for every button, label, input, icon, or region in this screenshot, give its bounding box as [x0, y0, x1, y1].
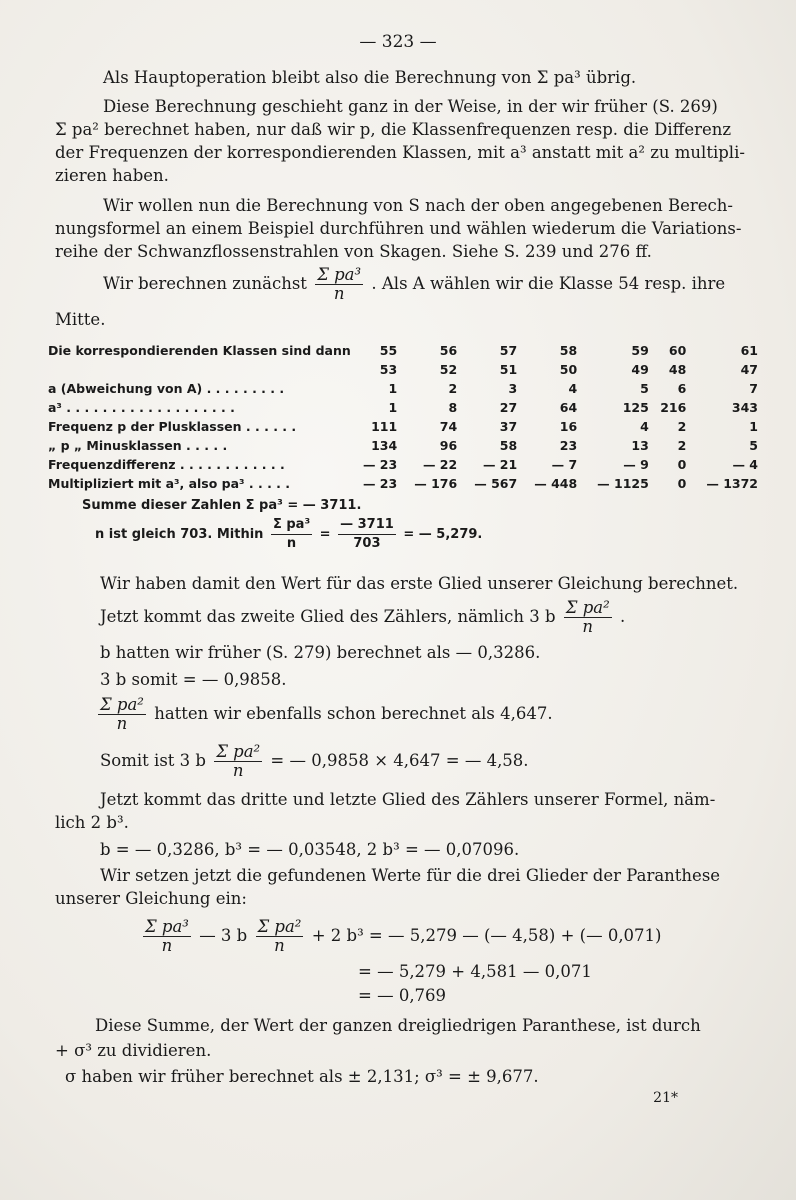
row-label: a (Abweichung von A) . . . . . . . . .: [48, 381, 285, 396]
table-cell: 13: [631, 438, 649, 453]
paragraph-9: [95, 696, 553, 733]
table-cell: — 567: [474, 476, 518, 491]
paragraph-10: [100, 743, 529, 780]
fraction-denominator: n: [333, 284, 345, 303]
fraction-sum-pa2-over-n: [564, 599, 612, 636]
table-cell: 49: [631, 362, 649, 377]
fraction-denominator: n: [582, 617, 594, 636]
table-cell: 52: [439, 362, 458, 377]
fraction-denominator: 703: [353, 536, 381, 551]
table-row: [48, 474, 760, 493]
paragraph-4-line-2: Mitte.: [55, 310, 106, 329]
table-cell: 125: [622, 400, 649, 415]
table-cell: 58: [559, 343, 578, 358]
equation-term-3b: — 3 b: [199, 926, 248, 945]
paragraph-6: [100, 599, 625, 636]
row-label: Frequenzdifferenz . . . . . . . . . . . .: [48, 457, 285, 472]
table-cell: 53: [379, 362, 398, 377]
table-cell: — 23: [362, 457, 398, 472]
paragraph-12: b = — 0,3286, b³ = — 0,03548, 2 b³ = — 0,07096.: [100, 840, 520, 859]
table-cell: 8: [448, 400, 458, 415]
fraction-numerator: Σ pa³: [145, 917, 189, 936]
class-frequency-table: [48, 341, 760, 493]
row-label: „ p „ Minusklassen . . . . .: [48, 438, 228, 453]
table-row: [48, 379, 760, 398]
fraction-denominator: n: [274, 936, 285, 955]
fraction-denominator: n: [116, 714, 128, 733]
table-cell: 23: [559, 438, 578, 453]
table-cell: 0: [677, 476, 687, 491]
row-label: [48, 360, 351, 379]
paragraph-3-line-3: reihe der Schwanzflossenstrahlen von Skagen. Siehe S. 239 und 276 ff.: [55, 242, 652, 261]
table-cell: 134: [371, 438, 398, 453]
table-cell: 1: [749, 419, 758, 434]
equation-line-2: = — 5,279 + 4,581 — 0,071: [358, 962, 592, 981]
fraction-numerator: — 3711: [338, 516, 396, 535]
table-cell: 2: [677, 438, 687, 453]
table-cell: 2: [448, 381, 458, 396]
paragraph-6-period: .: [619, 607, 626, 626]
paragraph-2-line-3: der Frequenzen der korrespondierenden Klassen, mit a³ anstatt mit a² zu multipli-: [55, 143, 745, 162]
table-cell: — 1372: [706, 476, 758, 491]
paragraph-2-line-4: zieren haben.: [55, 166, 169, 185]
table-cell: 57: [499, 343, 518, 358]
table-cell: 111: [371, 419, 398, 434]
paragraph-1: Als Hauptoperation bleibt also die Berechnung von Σ pa³ übrig.: [103, 68, 637, 87]
table-cell: — 448: [534, 476, 578, 491]
fraction-sum-pa3-over-n: [315, 266, 363, 303]
equation-line-3: = — 0,769: [358, 986, 447, 1005]
table-cell: 51: [499, 362, 518, 377]
table-cell: 3: [508, 381, 518, 396]
table-cell: 37: [499, 419, 518, 434]
paragraph-14-line-1: Diese Summe, der Wert der ganzen dreigliedrigen Paranthese, ist durch: [95, 1016, 701, 1035]
n-line-text-b: = — 5,279.: [403, 527, 483, 542]
table-cell: 5: [640, 381, 649, 396]
equation-term-rest: + 2 b³ = — 5,279 — (— 4,58) + (— 0,071): [311, 926, 662, 945]
fraction-numerator: Σ pa³: [271, 516, 312, 535]
table-cell: 2: [677, 419, 687, 434]
table-cell: 48: [668, 362, 687, 377]
table-cell: 47: [740, 362, 758, 377]
n-line-text-a: n ist gleich 703. Mithin: [95, 527, 264, 542]
paragraph-9-text: hatten wir ebenfalls schon berechnet als 4,647.: [154, 704, 553, 723]
paragraph-11-line-1: Jetzt kommt das dritte und letzte Glied des Zählers unserer Formel, näm-: [100, 790, 716, 809]
signature-mark: 21*: [653, 1090, 678, 1106]
fraction-numerator: Σ pa²: [100, 695, 144, 714]
paragraph-10-text-b: = — 0,9858 × 4,647 = — 4,58.: [270, 751, 529, 770]
table-cell: — 9: [623, 457, 649, 472]
row-label: Multipliziert mit a³, also pa³ . . . . .: [48, 476, 291, 491]
table-cell: — 7: [551, 457, 578, 472]
paragraph-14-line-2: + σ³ zu dividieren.: [55, 1041, 212, 1060]
table-cell: 50: [559, 362, 578, 377]
row-label: Die korrespondierenden Klassen sind dann: [48, 343, 351, 358]
paragraph-5: Wir haben damit den Wert für das erste Glied unserer Gleichung berechnet.: [100, 574, 739, 593]
table-cell: 64: [559, 400, 578, 415]
table-cell: 7: [749, 381, 758, 396]
fraction-denominator: n: [232, 761, 244, 780]
n-line: n ist gleich 703. Mithin $\frac{\text{Σ pa³}}{n}$ = $\frac{— 3711}{703}$ = — 5,279.: [95, 517, 483, 551]
table-cell: 56: [439, 343, 458, 358]
table-cell: 58: [499, 438, 518, 453]
fraction-denominator: n: [286, 536, 297, 551]
fraction-sum-pa3-over-n: [143, 918, 191, 955]
table-row: [48, 436, 760, 455]
table-cell: — 1125: [597, 476, 649, 491]
table-row: [48, 341, 760, 360]
paragraph-13-line-2: unserer Gleichung ein:: [55, 889, 247, 908]
table-cell: 216: [660, 400, 687, 415]
equation-line-1: [140, 918, 662, 955]
fraction-numerator: Σ pa²: [565, 598, 610, 617]
table-cell: 96: [439, 438, 458, 453]
table-cell: 59: [631, 343, 649, 358]
table-cell: 1: [388, 381, 398, 396]
table-cell: 27: [499, 400, 518, 415]
table-cell: 60: [668, 343, 687, 358]
table-cell: 61: [740, 343, 758, 358]
table-cell: — 23: [362, 476, 398, 491]
table-body: [48, 341, 760, 493]
table-cell: 74: [439, 419, 458, 434]
table-cell: 343: [731, 400, 758, 415]
table-cell: 6: [677, 381, 687, 396]
paragraph-4-line-1: [103, 266, 725, 303]
table-cell: 4: [568, 381, 578, 396]
sum-line: Summe dieser Zahlen Σ pa³ = — 3711.: [82, 498, 362, 513]
paragraph-3-line-2: nungsformel an einem Beispiel durchführen und wählen wiederum die Variations-: [55, 219, 742, 238]
fraction-numerator: Σ pa³: [317, 265, 362, 284]
paragraph-15: σ haben wir früher berechnet als ± 2,131; σ³ = ± 9,677.: [65, 1067, 539, 1086]
table-cell: 0: [677, 457, 687, 472]
paragraph-11-line-2: lich 2 b³.: [55, 813, 129, 832]
table-cell: 4: [640, 419, 649, 434]
table-cell: — 4: [732, 457, 758, 472]
fraction-3711-over-703: [338, 516, 396, 553]
paragraph-2-line-1: Diese Berechnung geschieht ganz in der Weise, in der wir früher (S. 269): [103, 97, 718, 116]
paragraph-6-text: Jetzt kommt das zweite Glied des Zählers, nämlich 3 b: [100, 607, 556, 626]
page-number: — 323 —: [359, 32, 437, 52]
paragraph-3-line-1: Wir wollen nun die Berechnung von S nach der oben angegebenen Berech-: [103, 196, 733, 215]
row-label: Frequenz p der Plusklassen . . . . . .: [48, 419, 297, 434]
fraction-sum-pa2-over-n: [214, 743, 262, 780]
fraction-numerator: Σ pa²: [216, 742, 261, 761]
table-cell: 1: [388, 400, 398, 415]
table-row: [48, 417, 760, 436]
row-label: a³ . . . . . . . . . . . . . . . . . . .: [48, 400, 235, 415]
paragraph-8: 3 b somit = — 0,9858.: [100, 670, 287, 689]
table-cell: 55: [379, 343, 398, 358]
table-cell: — 21: [482, 457, 518, 472]
table-cell: — 22: [422, 457, 458, 472]
paragraph-4-text-a: Wir berechnen zunächst: [103, 274, 307, 293]
paragraph-10-text-a: Somit ist 3 b: [100, 751, 206, 770]
table-row: [48, 398, 760, 417]
table-row: [48, 360, 760, 379]
paragraph-2-line-2: Σ pa² berechnet haben, nur daß wir p, die Klassenfrequenzen resp. die Differenz: [55, 120, 732, 139]
table-cell: 16: [559, 419, 578, 434]
table-cell: — 176: [414, 476, 458, 491]
table-row: [48, 455, 760, 474]
fraction-denominator: n: [161, 936, 173, 955]
paragraph-7: b hatten wir früher (S. 279) berechnet als — 0,3286.: [100, 643, 541, 662]
fraction-sum-pa2-over-n: [256, 918, 304, 955]
paragraph-4-text-b: . Als A wählen wir die Klasse 54 resp. ihre: [371, 274, 726, 293]
fraction-sum-pa2-over-n: [98, 696, 146, 733]
fraction-numerator: Σ pa²: [257, 917, 302, 936]
fraction-sum-pa3-over-n-small: [271, 516, 312, 553]
table-cell: 5: [749, 438, 758, 453]
paragraph-13-line-1: Wir setzen jetzt die gefundenen Werte für die drei Glieder der Paranthese: [100, 866, 721, 885]
